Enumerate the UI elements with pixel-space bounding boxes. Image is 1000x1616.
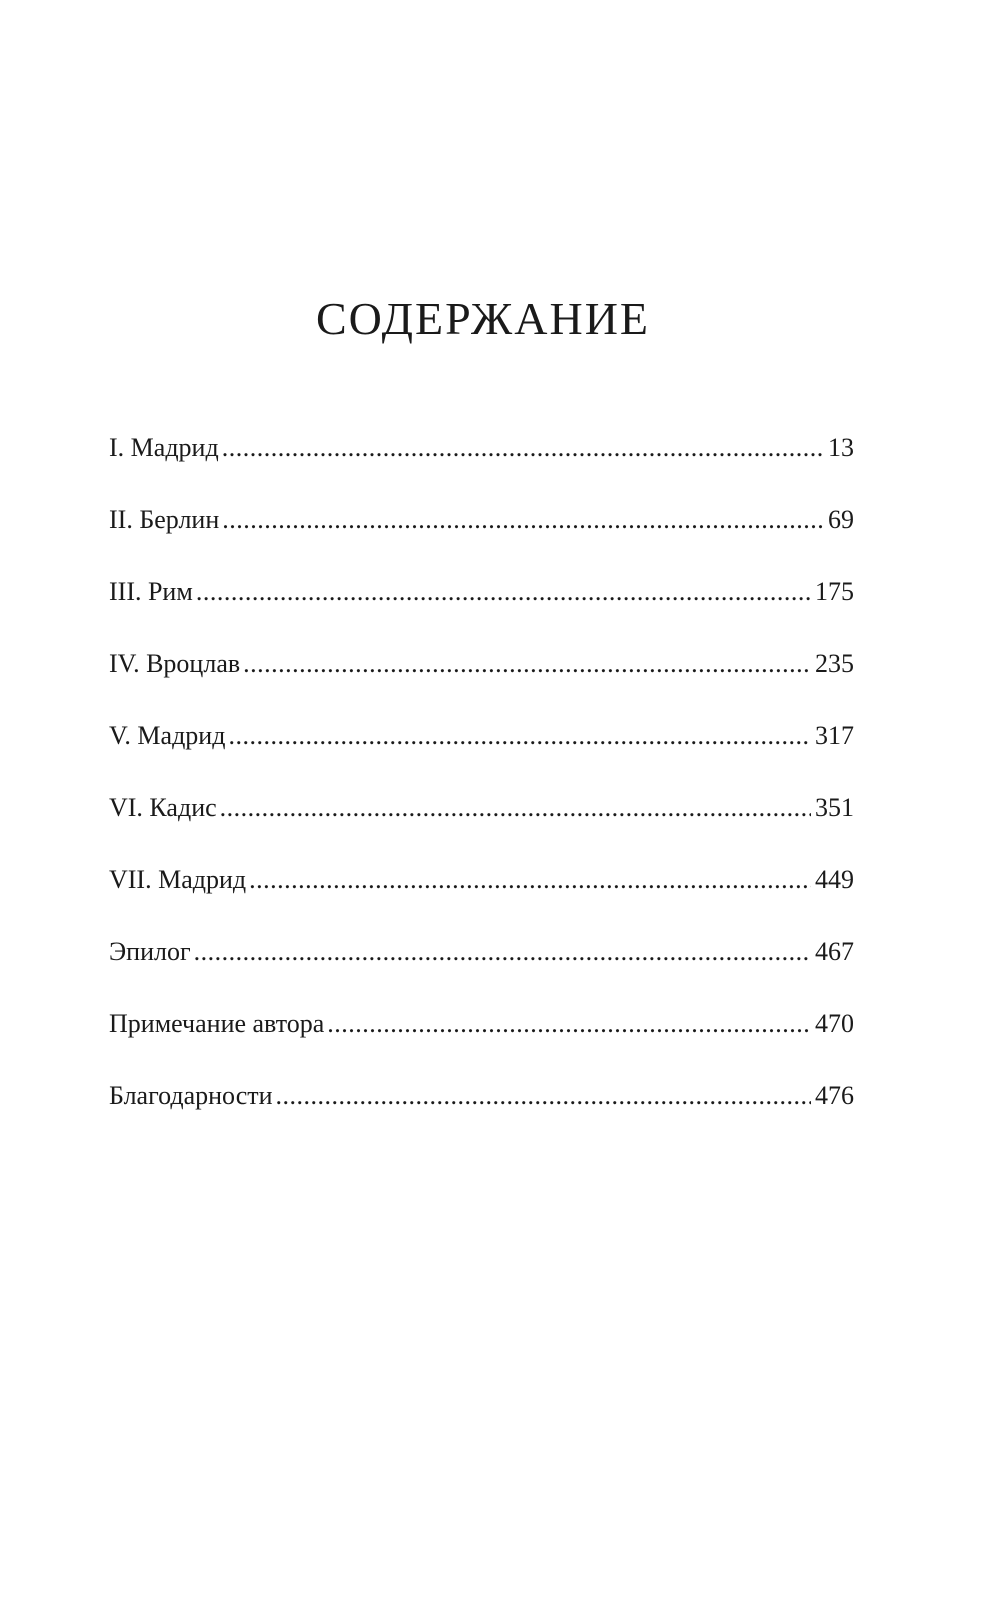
page-title: СОДЕРЖАНИЕ — [315, 293, 651, 344]
toc-leader-dots — [222, 502, 824, 538]
toc-leader-dots — [276, 1078, 811, 1114]
toc-entry-label: I. Мадрид — [109, 433, 219, 462]
toc-leader-dots — [196, 574, 811, 610]
toc-entry-label: Благодарности — [109, 1081, 273, 1110]
toc-leader-dots — [228, 718, 811, 754]
toc-entry[interactable] — [109, 862, 854, 934]
toc-entry-label: II. Берлин — [109, 505, 220, 534]
toc-entry-page: 467 — [815, 937, 854, 966]
toc-entry-label: VII. Мадрид — [109, 865, 247, 894]
toc-entry-page: 235 — [815, 649, 854, 678]
toc-entry-page: 13 — [828, 433, 854, 462]
toc-entry-page: 351 — [815, 793, 854, 822]
toc-entry[interactable] — [109, 646, 854, 718]
toc-entry[interactable] — [109, 1078, 854, 1150]
toc-leader-dots — [327, 1006, 811, 1042]
toc-entry[interactable] — [109, 502, 854, 574]
toc-leader-dots — [249, 862, 811, 898]
toc-entry[interactable] — [109, 574, 854, 646]
toc-entry-page: 449 — [815, 865, 854, 894]
toc-leader-dots — [194, 934, 811, 970]
table-of-contents — [109, 430, 854, 1150]
toc-entry-label: V. Мадрид — [109, 721, 226, 750]
toc-leader-dots — [220, 790, 811, 826]
toc-entry-page: 476 — [815, 1081, 854, 1110]
toc-entry[interactable] — [109, 934, 854, 1006]
toc-entry-page: 317 — [815, 721, 854, 750]
toc-entry-label: III. Рим — [109, 577, 193, 606]
toc-entry-label: Эпилог — [109, 937, 191, 966]
toc-entry-label: VI. Кадис — [109, 793, 217, 822]
toc-entry[interactable] — [109, 790, 854, 862]
toc-entry-page: 470 — [815, 1009, 854, 1038]
toc-entry-page: 69 — [828, 505, 854, 534]
toc-leader-dots — [222, 430, 824, 466]
toc-entry[interactable] — [109, 1006, 854, 1078]
toc-entry-label: Примечание автора — [109, 1009, 325, 1038]
toc-entry-page: 175 — [815, 577, 854, 606]
toc-entry[interactable] — [109, 430, 854, 502]
toc-entry[interactable] — [109, 718, 854, 790]
toc-entry-label: IV. Вроцлав — [109, 649, 241, 678]
toc-leader-dots — [243, 646, 811, 682]
